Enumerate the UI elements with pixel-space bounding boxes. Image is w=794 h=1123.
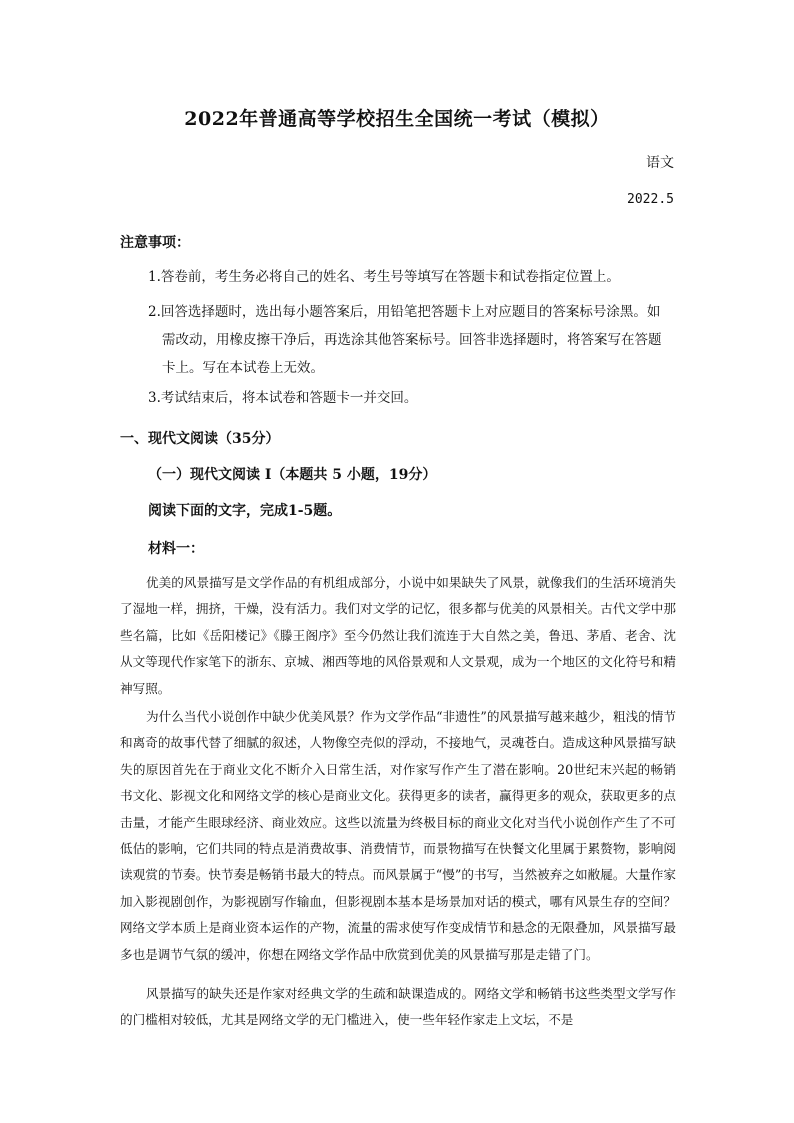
notice-heading: 注意事项： — [120, 235, 190, 251]
notice-item — [148, 298, 688, 382]
notice-item-number: 1. — [148, 269, 161, 285]
subject-label: 语文 — [646, 155, 674, 171]
notice-item-text: 考试结束后，将本试卷和答题卡一并交回。 — [160, 390, 418, 406]
passage-paragraph: 风景描写的缺失还是作家对经典文学的生疏和缺课造成的。网络文学和畅销书这些类型文学写作的门槛相对较低，尤其是网络文学的无门槛进入，使一些年轻作家走上文坛，不是 — [120, 986, 676, 1028]
notice-item — [148, 263, 688, 291]
passage-paragraph: 优美的风景描写是文学作品的有机组成部分，小说中如果缺失了风景，就像我们的生活环境消失了湿地一样，拥挤，干燥，没有活力。我们对文学的记忆，很多都与优美的风景相关。古代文学中那些名篇，比如《岳阳楼记》《滕王阁序》至今仍然让我们流连于大自然之美，鲁迅、茅盾、老舍、沈从文等现代作家笔下的浙东、京城、湘西等地的风俗景观和人文景观，成为一个地区的文化符号和精神写照。 — [120, 575, 676, 696]
material-label: 材料一： — [148, 541, 204, 557]
sub-section-heading: （一）现代文阅读 I（本题共 5 小题，19分） — [148, 467, 437, 483]
notice-item-text-line: 卡上。写在本试卷上无效。 — [162, 360, 324, 376]
notice-item-number: 2. — [148, 304, 161, 320]
passage-paragraph: 为什么当代小说创作中缺少优美风景？作为文学作品“非遗性”的风景描写越来越少，粗浅的情节和离奇的故事代替了细腻的叙述，人物像空壳似的浮动，不接地气，灵魂苍白。造成这种风景描写缺失的原因首先在于商业文化不断介入日常生活，对作家写作产生了潜在影响。20世纪末兴起的畅销书文化、影视文化和网络文学的核心是商业文化。获得更多的读者，赢得更多的观众，获取更多的点击量，才能产生眼球经济、商业效应。这些以流量为终极目标的商业文化对当代小说创作产生了不可低估的影响，它们共同的特点是消费故事、消费情节，而景物描写在快餐文化里属于累赘物，影响阅读观赏的节奏。快节奏是畅销书最大的特点。而风景属于“慢”的书写，当然被弃之如敝屣。大量作家加入影视剧创作，为影视剧写作输血，但影视剧本基本是场景加对话的模式，哪有风景生存的空间？网络文学本质上是商业资本运作的产物，流量的需求使写作变成情节和悬念的无限叠加，风景描写最多也是调节气氛的缓冲，你想在网络文学作品中欣赏到优美的风景描写那是走错了门。 — [120, 709, 676, 962]
reading-instruction: 阅读下面的文字，完成1-5题。 — [148, 503, 342, 519]
notice-item-text: 答卷前，考生务必将自己的姓名、考生号等填写在答题卡和试卷指定位置上。 — [160, 269, 620, 285]
section-heading: 一、现代文阅读（35分） — [120, 431, 280, 447]
exam-title: 2022年普通高等学校招生全国统一考试（模拟） — [184, 108, 610, 130]
notice-item-text-line: 回答选择题时，选出每小题答案后，用铅笔把答题卡上对应题目的答案标号涂黑。如 — [160, 304, 661, 320]
notice-item — [148, 384, 688, 412]
exam-date: 2022.5 — [627, 192, 674, 207]
notice-item-text-line: 需改动，用橡皮擦干净后，再选涂其他答案标号。回答非选择题时，将答案写在答题 — [162, 332, 662, 348]
notice-item-number: 3. — [148, 390, 161, 406]
